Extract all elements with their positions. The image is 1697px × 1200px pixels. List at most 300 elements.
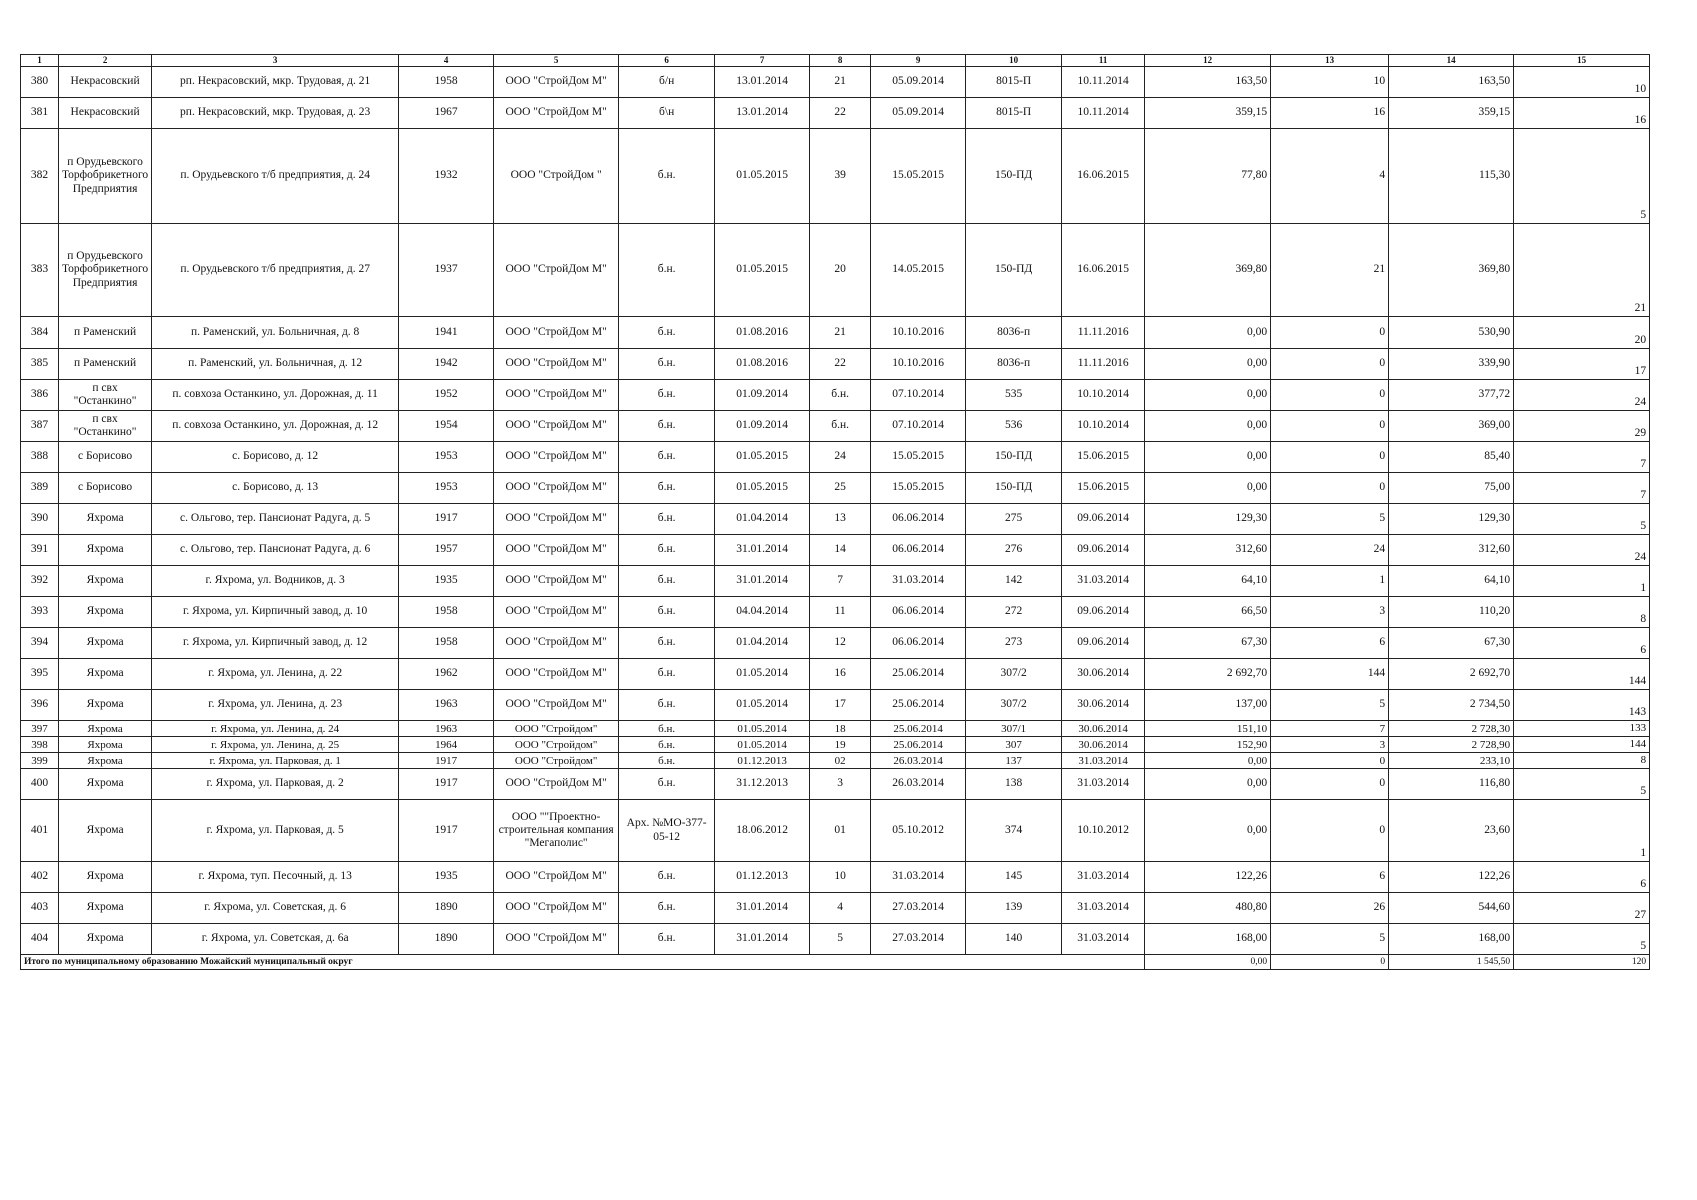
cell-act-number: 18 (810, 721, 871, 737)
table-row (21, 800, 1650, 862)
cell-area-after: 377,72 (1389, 380, 1514, 411)
cell-order-date: 11.11.2016 (1062, 349, 1145, 380)
cell-build-year: 1917 (399, 753, 494, 769)
cell-act-number: 25 (810, 473, 871, 504)
cell-act-date: 05.09.2014 (871, 98, 966, 129)
cell-project-doc: б.н. (619, 566, 715, 597)
cell-residents-after: 144 (1514, 737, 1650, 753)
cell-row-number: 385 (21, 349, 59, 380)
table-row (21, 862, 1650, 893)
cell-act-date: 06.06.2014 (871, 628, 966, 659)
cell-contractor: ООО ""Проектно-строительная компания "Мегаполис" (494, 800, 619, 862)
cell-address: п. Раменский, ул. Больничная, д. 12 (152, 349, 399, 380)
cell-act-number: 10 (810, 862, 871, 893)
cell-area-after: 530,90 (1389, 317, 1514, 349)
cell-residents-before: 6 (1271, 862, 1389, 893)
cell-build-year: 1963 (399, 690, 494, 721)
cell-residents-before: 26 (1271, 893, 1389, 924)
cell-order-date: 31.03.2014 (1062, 893, 1145, 924)
cell-order-date: 10.11.2014 (1062, 67, 1145, 98)
cell-residents-after: 5 (1514, 769, 1650, 800)
cell-act-date: 25.06.2014 (871, 737, 966, 753)
cell-project-doc: б.н. (619, 380, 715, 411)
cell-order-number: 536 (966, 411, 1062, 442)
column-header-5: 5 (494, 55, 619, 67)
cell-act-date: 07.10.2014 (871, 411, 966, 442)
cell-area-before: 359,15 (1145, 98, 1271, 129)
cell-residents-before: 21 (1271, 224, 1389, 317)
cell-order-date: 11.11.2016 (1062, 317, 1145, 349)
cell-act-number: 14 (810, 535, 871, 566)
cell-order-date: 10.10.2014 (1062, 380, 1145, 411)
cell-residents-after: 20 (1514, 317, 1650, 349)
cell-area-after: 369,80 (1389, 224, 1514, 317)
cell-act-number: 3 (810, 769, 871, 800)
document-page (20, 54, 1650, 970)
cell-order-number: 142 (966, 566, 1062, 597)
cell-order-date: 10.10.2012 (1062, 800, 1145, 862)
cell-order-date: 10.10.2014 (1062, 411, 1145, 442)
cell-order-number: 307/2 (966, 690, 1062, 721)
cell-residents-after: 1 (1514, 566, 1650, 597)
cell-area-after: 110,20 (1389, 597, 1514, 628)
cell-municipality: Яхрома (59, 800, 152, 862)
cell-residents-after: 8 (1514, 597, 1650, 628)
cell-area-after: 359,15 (1389, 98, 1514, 129)
cell-act-number: 24 (810, 442, 871, 473)
cell-order-date: 16.06.2015 (1062, 224, 1145, 317)
cell-residents-before: 0 (1271, 769, 1389, 800)
cell-area-after: 75,00 (1389, 473, 1514, 504)
cell-area-after: 312,60 (1389, 535, 1514, 566)
cell-doc-date: 01.05.2014 (715, 737, 810, 753)
cell-doc-date: 01.12.2013 (715, 862, 810, 893)
cell-row-number: 394 (21, 628, 59, 659)
total-col12: 0,00 (1145, 955, 1271, 970)
table-row (21, 690, 1650, 721)
cell-residents-after: 5 (1514, 129, 1650, 224)
cell-residents-after: 17 (1514, 349, 1650, 380)
cell-contractor: ООО "СтройДом М" (494, 504, 619, 535)
cell-residents-after: 5 (1514, 924, 1650, 955)
cell-act-date: 15.05.2015 (871, 473, 966, 504)
cell-order-number: 307 (966, 737, 1062, 753)
cell-municipality: с Борисово (59, 442, 152, 473)
cell-order-date: 31.03.2014 (1062, 924, 1145, 955)
cell-area-before: 163,50 (1145, 67, 1271, 98)
cell-order-number: 8036-п (966, 317, 1062, 349)
cell-build-year: 1958 (399, 628, 494, 659)
cell-residents-before: 0 (1271, 317, 1389, 349)
total-col13: 0 (1271, 955, 1389, 970)
cell-area-after: 544,60 (1389, 893, 1514, 924)
cell-act-date: 31.03.2014 (871, 862, 966, 893)
cell-area-after: 67,30 (1389, 628, 1514, 659)
cell-order-number: 137 (966, 753, 1062, 769)
cell-doc-date: 13.01.2014 (715, 67, 810, 98)
cell-residents-after: 1 (1514, 800, 1650, 862)
cell-contractor: ООО "СтройДом М" (494, 893, 619, 924)
column-header-11: 11 (1062, 55, 1145, 67)
cell-act-number: 01 (810, 800, 871, 862)
column-header-15: 15 (1514, 55, 1650, 67)
cell-act-date: 25.06.2014 (871, 659, 966, 690)
cell-order-date: 31.03.2014 (1062, 753, 1145, 769)
cell-area-before: 312,60 (1145, 535, 1271, 566)
cell-area-before: 0,00 (1145, 349, 1271, 380)
cell-order-number: 139 (966, 893, 1062, 924)
cell-act-number: 22 (810, 98, 871, 129)
cell-build-year: 1967 (399, 98, 494, 129)
cell-residents-before: 0 (1271, 411, 1389, 442)
cell-municipality: Яхрома (59, 659, 152, 690)
cell-residents-before: 0 (1271, 473, 1389, 504)
cell-area-before: 122,26 (1145, 862, 1271, 893)
cell-order-number: 140 (966, 924, 1062, 955)
cell-address: г. Яхрома, туп. Песочный, д. 13 (152, 862, 399, 893)
cell-act-date: 05.10.2012 (871, 800, 966, 862)
cell-address: п. Раменский, ул. Больничная, д. 8 (152, 317, 399, 349)
cell-order-date: 31.03.2014 (1062, 769, 1145, 800)
column-header-13: 13 (1271, 55, 1389, 67)
cell-order-number: 273 (966, 628, 1062, 659)
cell-doc-date: 01.09.2014 (715, 380, 810, 411)
cell-area-before: 0,00 (1145, 753, 1271, 769)
cell-address: с. Борисово, д. 12 (152, 442, 399, 473)
cell-contractor: ООО "СтройДом М" (494, 224, 619, 317)
cell-residents-after: 6 (1514, 862, 1650, 893)
cell-build-year: 1932 (399, 129, 494, 224)
cell-residents-before: 6 (1271, 628, 1389, 659)
cell-residents-before: 3 (1271, 737, 1389, 753)
cell-act-date: 07.10.2014 (871, 380, 966, 411)
cell-order-number: 145 (966, 862, 1062, 893)
cell-address: г. Яхрома, ул. Парковая, д. 5 (152, 800, 399, 862)
cell-order-number: 275 (966, 504, 1062, 535)
cell-municipality: Яхрома (59, 628, 152, 659)
cell-row-number: 382 (21, 129, 59, 224)
cell-row-number: 404 (21, 924, 59, 955)
cell-residents-after: 144 (1514, 659, 1650, 690)
cell-row-number: 383 (21, 224, 59, 317)
cell-residents-after: 29 (1514, 411, 1650, 442)
cell-act-date: 06.06.2014 (871, 535, 966, 566)
cell-municipality: Яхрома (59, 690, 152, 721)
cell-row-number: 402 (21, 862, 59, 893)
cell-municipality: Яхрома (59, 893, 152, 924)
cell-act-date: 15.05.2015 (871, 129, 966, 224)
cell-order-date: 16.06.2015 (1062, 129, 1145, 224)
cell-area-after: 85,40 (1389, 442, 1514, 473)
cell-act-number: 39 (810, 129, 871, 224)
cell-build-year: 1958 (399, 67, 494, 98)
cell-contractor: ООО "СтройДом М" (494, 67, 619, 98)
cell-project-doc: б\н (619, 98, 715, 129)
cell-project-doc: б.н. (619, 317, 715, 349)
cell-contractor: ООО "СтройДом М" (494, 473, 619, 504)
table-row (21, 349, 1650, 380)
cell-project-doc: б.н. (619, 893, 715, 924)
table-row (21, 224, 1650, 317)
cell-doc-date: 13.01.2014 (715, 98, 810, 129)
cell-municipality: с Борисово (59, 473, 152, 504)
cell-contractor: ООО "СтройДом М" (494, 862, 619, 893)
cell-project-doc: б.н. (619, 473, 715, 504)
cell-contractor: ООО "СтройДом М" (494, 317, 619, 349)
column-header-4: 4 (399, 55, 494, 67)
cell-row-number: 389 (21, 473, 59, 504)
cell-contractor: ООО "Стройдом" (494, 721, 619, 737)
cell-area-before: 77,80 (1145, 129, 1271, 224)
cell-area-after: 129,30 (1389, 504, 1514, 535)
table-row (21, 98, 1650, 129)
cell-project-doc: Арх. №МО-377-05-12 (619, 800, 715, 862)
cell-order-number: 150-ПД (966, 224, 1062, 317)
cell-contractor: ООО "Стройдом" (494, 753, 619, 769)
cell-municipality: п свх "Останкино" (59, 411, 152, 442)
cell-order-number: 307/2 (966, 659, 1062, 690)
cell-project-doc: б.н. (619, 411, 715, 442)
table-row (21, 893, 1650, 924)
cell-municipality: Яхрома (59, 721, 152, 737)
cell-municipality: Яхрома (59, 737, 152, 753)
cell-doc-date: 01.05.2014 (715, 690, 810, 721)
cell-act-number: 22 (810, 349, 871, 380)
cell-contractor: ООО "СтройДом М" (494, 597, 619, 628)
cell-act-number: 21 (810, 67, 871, 98)
table-row (21, 721, 1650, 737)
table-row (21, 597, 1650, 628)
cell-residents-before: 3 (1271, 597, 1389, 628)
cell-area-after: 115,30 (1389, 129, 1514, 224)
cell-residents-after: 8 (1514, 753, 1650, 769)
cell-order-number: 374 (966, 800, 1062, 862)
cell-residents-before: 24 (1271, 535, 1389, 566)
cell-contractor: ООО "СтройДом М" (494, 566, 619, 597)
cell-residents-before: 1 (1271, 566, 1389, 597)
cell-area-before: 480,80 (1145, 893, 1271, 924)
cell-act-number: 19 (810, 737, 871, 753)
cell-contractor: ООО "СтройДом М" (494, 98, 619, 129)
cell-contractor: ООО "СтройДом М" (494, 411, 619, 442)
cell-project-doc: б.н. (619, 737, 715, 753)
cell-project-doc: б.н. (619, 862, 715, 893)
cell-municipality: п Раменский (59, 317, 152, 349)
cell-order-date: 09.06.2014 (1062, 504, 1145, 535)
cell-address: г. Яхрома, ул. Ленина, д. 24 (152, 721, 399, 737)
cell-project-doc: б.н. (619, 535, 715, 566)
cell-doc-date: 01.04.2014 (715, 628, 810, 659)
cell-project-doc: б.н. (619, 924, 715, 955)
cell-contractor: ООО "СтройДом М" (494, 690, 619, 721)
cell-order-number: 150-ПД (966, 129, 1062, 224)
cell-act-date: 14.05.2015 (871, 224, 966, 317)
cell-build-year: 1954 (399, 411, 494, 442)
cell-act-number: 5 (810, 924, 871, 955)
cell-contractor: ООО "СтройДом М" (494, 769, 619, 800)
cell-residents-after: 16 (1514, 98, 1650, 129)
total-col14: 1 545,50 (1389, 955, 1514, 970)
total-col15: 120 (1514, 955, 1650, 970)
cell-build-year: 1917 (399, 800, 494, 862)
total-label: Итого по муниципальному образованию Можайский муниципальный округ (21, 955, 1145, 970)
cell-order-date: 09.06.2014 (1062, 535, 1145, 566)
cell-act-number: б.н. (810, 411, 871, 442)
cell-row-number: 401 (21, 800, 59, 862)
table-row (21, 769, 1650, 800)
cell-project-doc: б.н. (619, 442, 715, 473)
cell-order-number: 150-ПД (966, 473, 1062, 504)
cell-area-before: 0,00 (1145, 380, 1271, 411)
cell-municipality: п свх "Останкино" (59, 380, 152, 411)
cell-municipality: Яхрома (59, 769, 152, 800)
cell-doc-date: 01.05.2014 (715, 659, 810, 690)
cell-area-before: 67,30 (1145, 628, 1271, 659)
column-header-14: 14 (1389, 55, 1514, 67)
cell-project-doc: б.н. (619, 753, 715, 769)
cell-area-before: 129,30 (1145, 504, 1271, 535)
cell-row-number: 392 (21, 566, 59, 597)
cell-project-doc: б.н. (619, 349, 715, 380)
cell-area-before: 137,00 (1145, 690, 1271, 721)
cell-order-number: 150-ПД (966, 442, 1062, 473)
cell-address: рп. Некрасовский, мкр. Трудовая, д. 23 (152, 98, 399, 129)
cell-municipality: Яхрома (59, 535, 152, 566)
cell-act-date: 06.06.2014 (871, 597, 966, 628)
cell-row-number: 390 (21, 504, 59, 535)
column-header-2: 2 (59, 55, 152, 67)
column-header-6: 6 (619, 55, 715, 67)
cell-project-doc: б.н. (619, 769, 715, 800)
cell-act-number: 13 (810, 504, 871, 535)
cell-order-number: 8036-п (966, 349, 1062, 380)
cell-area-before: 2 692,70 (1145, 659, 1271, 690)
cell-residents-before: 4 (1271, 129, 1389, 224)
cell-municipality: п Раменский (59, 349, 152, 380)
cell-area-before: 152,90 (1145, 737, 1271, 753)
cell-residents-before: 144 (1271, 659, 1389, 690)
cell-residents-before: 0 (1271, 800, 1389, 862)
cell-build-year: 1935 (399, 566, 494, 597)
table-row (21, 504, 1650, 535)
table-row (21, 628, 1650, 659)
cell-address: г. Яхрома, ул. Ленина, д. 23 (152, 690, 399, 721)
table-row (21, 753, 1650, 769)
cell-order-date: 30.06.2014 (1062, 690, 1145, 721)
cell-project-doc: б.н. (619, 597, 715, 628)
cell-order-date: 30.06.2014 (1062, 721, 1145, 737)
cell-order-date: 30.06.2014 (1062, 659, 1145, 690)
cell-act-date: 26.03.2014 (871, 769, 966, 800)
cell-order-date: 10.11.2014 (1062, 98, 1145, 129)
cell-act-number: 12 (810, 628, 871, 659)
cell-area-after: 23,60 (1389, 800, 1514, 862)
cell-build-year: 1962 (399, 659, 494, 690)
cell-address: с. Ольгово, тер. Пансионат Радуга, д. 6 (152, 535, 399, 566)
cell-doc-date: 31.01.2014 (715, 893, 810, 924)
cell-act-number: 16 (810, 659, 871, 690)
cell-act-date: 25.06.2014 (871, 721, 966, 737)
cell-order-date: 31.03.2014 (1062, 566, 1145, 597)
cell-contractor: ООО "СтройДом М" (494, 628, 619, 659)
cell-residents-before: 0 (1271, 753, 1389, 769)
cell-residents-before: 5 (1271, 924, 1389, 955)
cell-act-date: 26.03.2014 (871, 753, 966, 769)
column-header-9: 9 (871, 55, 966, 67)
cell-order-number: 272 (966, 597, 1062, 628)
cell-area-before: 0,00 (1145, 317, 1271, 349)
cell-build-year: 1958 (399, 597, 494, 628)
cell-residents-before: 16 (1271, 98, 1389, 129)
cell-area-after: 233,10 (1389, 753, 1514, 769)
cell-build-year: 1890 (399, 893, 494, 924)
cell-act-number: 4 (810, 893, 871, 924)
table-row (21, 566, 1650, 597)
cell-row-number: 387 (21, 411, 59, 442)
cell-act-date: 10.10.2016 (871, 317, 966, 349)
cell-build-year: 1964 (399, 737, 494, 753)
cell-build-year: 1917 (399, 504, 494, 535)
column-header-8: 8 (810, 55, 871, 67)
table-row (21, 317, 1650, 349)
cell-doc-date: 18.06.2012 (715, 800, 810, 862)
cell-municipality: п Орудьевского Торфобрикетного Предприятия (59, 129, 152, 224)
cell-municipality: Яхрома (59, 566, 152, 597)
cell-area-after: 2 692,70 (1389, 659, 1514, 690)
cell-project-doc: б.н. (619, 721, 715, 737)
cell-address: г. Яхрома, ул. Парковая, д. 2 (152, 769, 399, 800)
cell-contractor: ООО "СтройДом М" (494, 380, 619, 411)
cell-area-before: 0,00 (1145, 800, 1271, 862)
cell-doc-date: 31.01.2014 (715, 924, 810, 955)
cell-order-date: 09.06.2014 (1062, 628, 1145, 659)
cell-contractor: ООО "СтройДом М" (494, 535, 619, 566)
cell-act-date: 10.10.2016 (871, 349, 966, 380)
cell-row-number: 396 (21, 690, 59, 721)
cell-doc-date: 01.12.2013 (715, 753, 810, 769)
cell-area-before: 0,00 (1145, 442, 1271, 473)
cell-order-number: 8015-П (966, 67, 1062, 98)
cell-area-before: 0,00 (1145, 473, 1271, 504)
cell-act-number: 17 (810, 690, 871, 721)
cell-doc-date: 01.04.2014 (715, 504, 810, 535)
cell-doc-date: 01.05.2015 (715, 442, 810, 473)
table-row (21, 411, 1650, 442)
cell-area-before: 0,00 (1145, 411, 1271, 442)
cell-area-after: 64,10 (1389, 566, 1514, 597)
cell-build-year: 1942 (399, 349, 494, 380)
column-header-1: 1 (21, 55, 59, 67)
cell-act-date: 27.03.2014 (871, 924, 966, 955)
cell-municipality: Яхрома (59, 504, 152, 535)
cell-residents-after: 5 (1514, 504, 1650, 535)
cell-address: г. Яхрома, ул. Ленина, д. 25 (152, 737, 399, 753)
table-row (21, 67, 1650, 98)
column-header-12: 12 (1145, 55, 1271, 67)
cell-doc-date: 01.05.2014 (715, 721, 810, 737)
cell-address: г. Яхрома, ул. Ленина, д. 22 (152, 659, 399, 690)
cell-order-date: 15.06.2015 (1062, 442, 1145, 473)
cell-act-date: 25.06.2014 (871, 690, 966, 721)
cell-project-doc: б/н (619, 67, 715, 98)
cell-order-number: 276 (966, 535, 1062, 566)
cell-row-number: 393 (21, 597, 59, 628)
cell-residents-after: 7 (1514, 442, 1650, 473)
cell-build-year: 1941 (399, 317, 494, 349)
cell-row-number: 397 (21, 721, 59, 737)
cell-doc-date: 01.05.2015 (715, 224, 810, 317)
table-row (21, 924, 1650, 955)
